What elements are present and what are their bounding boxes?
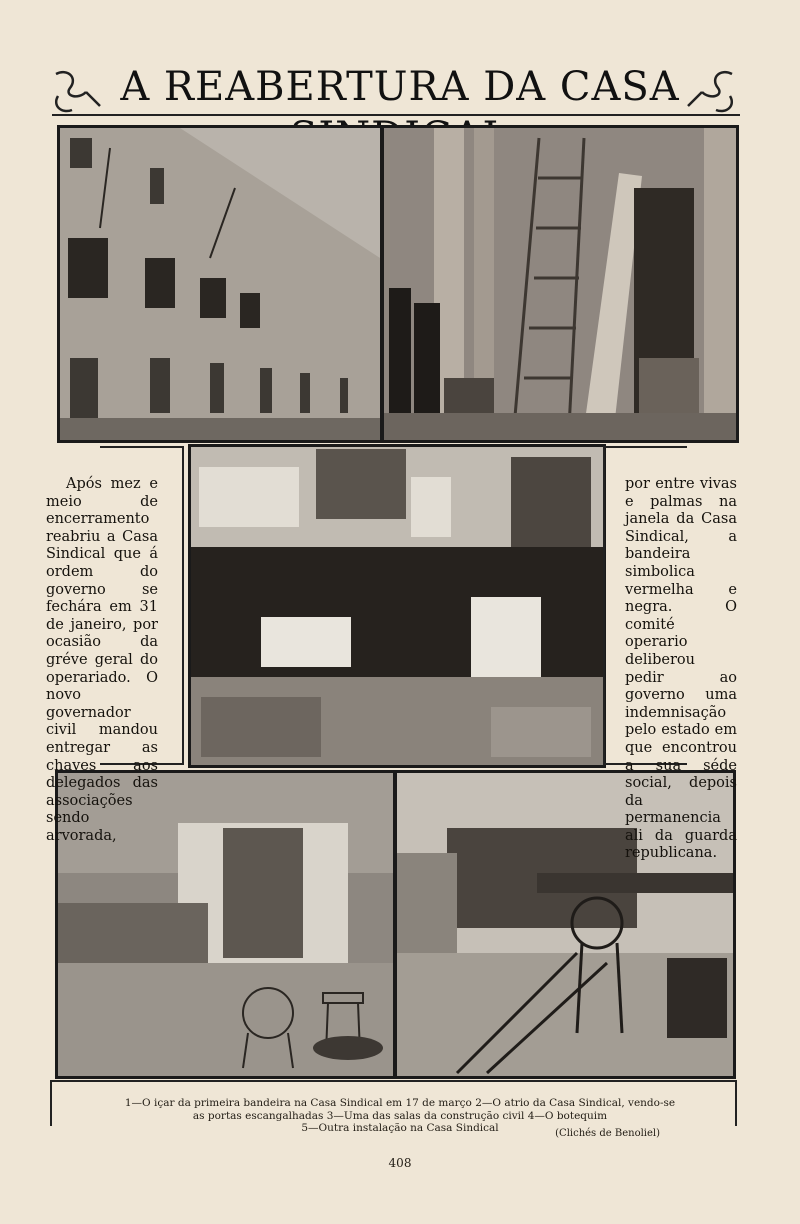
photo-building-facade bbox=[57, 125, 383, 443]
article-body-left-text: Após mez e meio de encerramento reabriu a Casa Sindical que á ordem do governo se fechára em 31 de janeiro, por ocasião da gréve geral do operariado. O novo governador civil mandou entregar as chaves aos delegados das associações sendo arvorada, bbox=[46, 476, 158, 844]
photo-atrium-broken-doors bbox=[381, 125, 739, 443]
article-body-left-column bbox=[46, 476, 158, 845]
article-body-right-column bbox=[625, 476, 737, 863]
title-ornament-right-icon bbox=[680, 66, 740, 118]
caption-line-2: as portas escangalhadas 3—Uma das salas da construção civil 4—O botequim bbox=[192, 1109, 608, 1122]
caption-line-3: 5—Outra instalação na Casa Sindical bbox=[301, 1122, 499, 1134]
photo-construction-room-men bbox=[188, 444, 606, 768]
right-column-border-top bbox=[603, 446, 687, 448]
article-body-right-text: por entre vivas e palmas na janela da Casa Sindical, a bandeira simbolica vermelha e negra. O comité operario deliberou pedir ao governo uma indemnisação pelo estado em que encontrou a sua séde social, depois da permanencia ali da guarda republicana. bbox=[625, 476, 737, 862]
caption-border-right bbox=[735, 1080, 737, 1126]
caption-border-left bbox=[50, 1080, 52, 1126]
caption-border-top bbox=[52, 1080, 736, 1082]
right-column-border-left bbox=[603, 446, 605, 764]
title-rule bbox=[52, 114, 740, 116]
title-ornament-left-icon bbox=[48, 66, 108, 118]
article-title: A REABERTURA DA CASA bbox=[120, 64, 680, 110]
photo-credit: (Clichés de Benoliel) bbox=[555, 1128, 660, 1139]
left-column-border-top bbox=[100, 446, 184, 448]
left-column-border-right bbox=[182, 446, 184, 764]
page-number: 408 bbox=[388, 1156, 412, 1170]
caption-line-1: 1—O içar da primeira bandeira na Casa Sindical em 17 de março 2—O atrio da Casa Sindical, vendo-se bbox=[124, 1097, 676, 1109]
